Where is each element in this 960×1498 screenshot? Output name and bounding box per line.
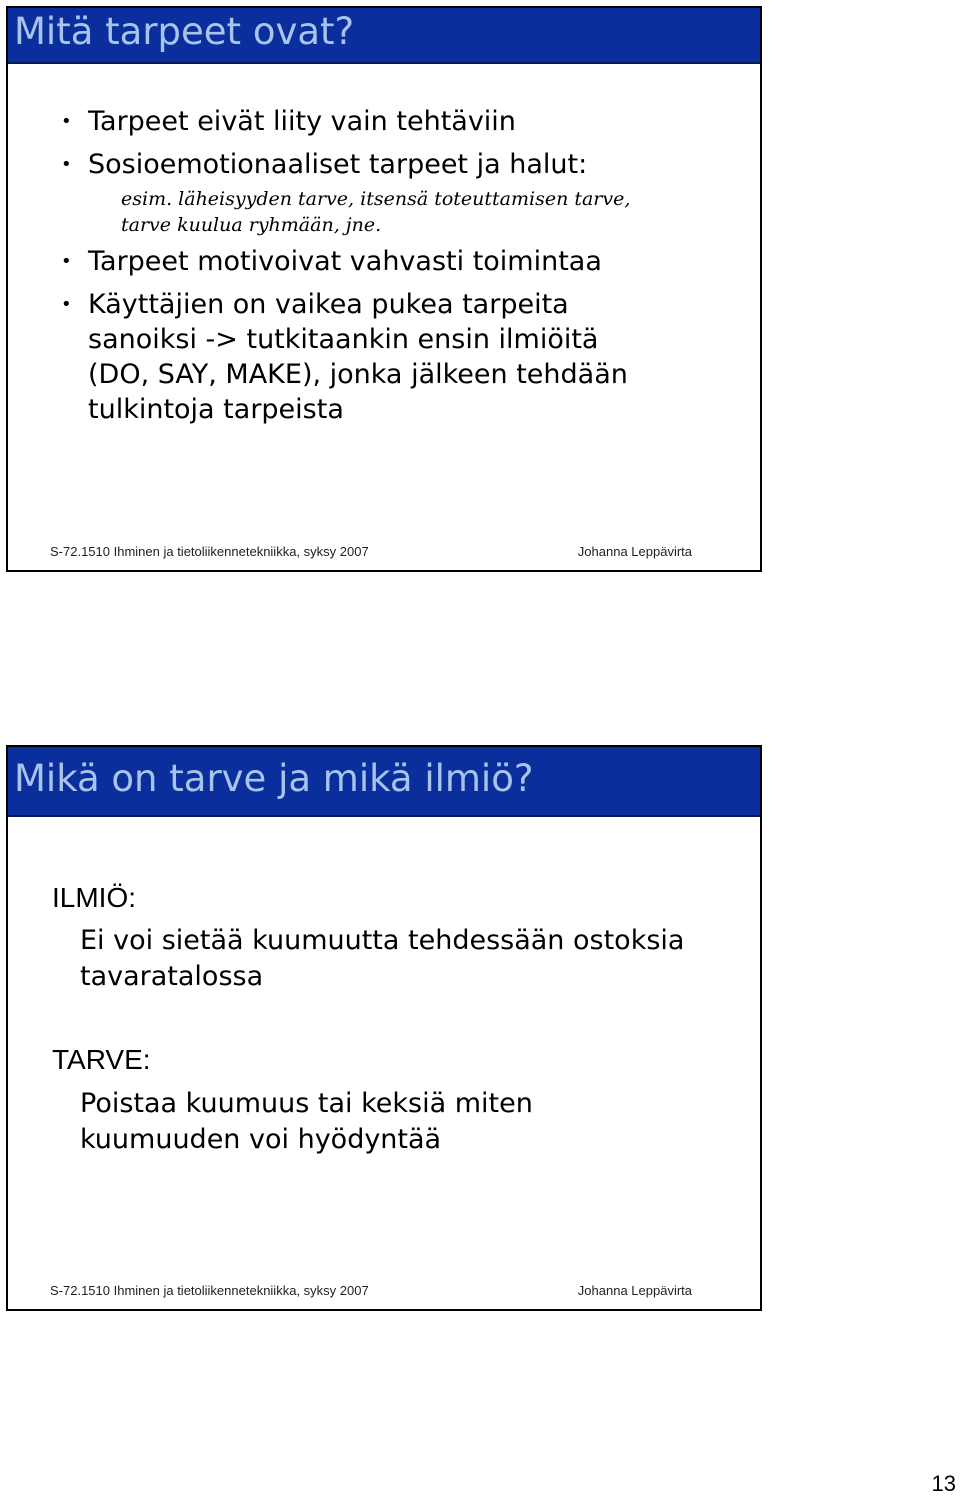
footer-course: S-72.1510 Ihminen ja tietoliikennetekniikka, syksy 2007 bbox=[50, 544, 369, 559]
example-note bbox=[60, 186, 740, 238]
bullet-text: Sosioemotionaaliset tarpeet ja halut: bbox=[88, 149, 588, 180]
bullet-text: Tarpeet motivoivat vahvasti toimintaa bbox=[88, 246, 602, 277]
page-number: 13 bbox=[931, 1471, 956, 1496]
tarve-text bbox=[80, 1086, 533, 1158]
slide-2 bbox=[6, 745, 762, 1311]
bullet-dot-icon: • bbox=[61, 111, 72, 132]
slide-1 bbox=[6, 6, 762, 572]
slide-1-title-bar bbox=[8, 8, 760, 64]
bullet-text-line: tulkintoja tarpeista bbox=[88, 394, 344, 425]
ilmio-text-line: tavaratalossa bbox=[80, 961, 264, 992]
bullet-text: Tarpeet eivät liity vain tehtäviin bbox=[88, 106, 516, 137]
bullet-text-line: Käyttäjien on vaikea pukea tarpeita bbox=[88, 289, 569, 320]
footer-author: Johanna Leppävirta bbox=[577, 1283, 692, 1298]
bullet-dot-icon: • bbox=[61, 251, 72, 272]
ilmio-label: ILMIÖ: bbox=[52, 882, 137, 913]
bullet-text-line: (DO, SAY, MAKE), jonka jälkeen tehdään bbox=[88, 359, 628, 390]
slide-1-title: Mitä tarpeet ovat? bbox=[14, 10, 355, 53]
bullet-dot-icon: • bbox=[61, 154, 72, 175]
bullet-dot-icon: • bbox=[61, 294, 72, 315]
ilmio-text-line: Ei voi sietää kuumuutta tehdessään ostoksia bbox=[80, 925, 685, 956]
bullet-item bbox=[60, 147, 740, 182]
example-note-line: tarve kuulua ryhmään, jne. bbox=[121, 214, 382, 236]
ilmio-text bbox=[80, 923, 684, 995]
slide-1-footer bbox=[50, 544, 692, 560]
footer-course: S-72.1510 Ihminen ja tietoliikennetekniikka, syksy 2007 bbox=[50, 1283, 369, 1298]
slide-2-title: Mikä on tarve ja mikä ilmiö? bbox=[14, 757, 534, 800]
slide-1-bullet-list bbox=[60, 104, 740, 435]
tarve-text-line: kuumuuden voi hyödyntää bbox=[80, 1124, 442, 1155]
slide-2-title-bar bbox=[8, 747, 760, 817]
tarve-label: TARVE: bbox=[52, 1044, 151, 1075]
slide-2-footer bbox=[50, 1283, 692, 1299]
bullet-item bbox=[60, 104, 740, 139]
footer-author: Johanna Leppävirta bbox=[577, 544, 692, 559]
bullet-item bbox=[60, 244, 740, 279]
example-note-line: esim. läheisyyden tarve, itsensä toteuttamisen tarve, bbox=[121, 188, 631, 210]
bullet-item bbox=[60, 287, 740, 427]
tarve-text-line: Poistaa kuumuus tai keksiä miten bbox=[80, 1088, 533, 1119]
bullet-text-line: sanoiksi -> tutkitaankin ensin ilmiöitä bbox=[88, 324, 599, 355]
